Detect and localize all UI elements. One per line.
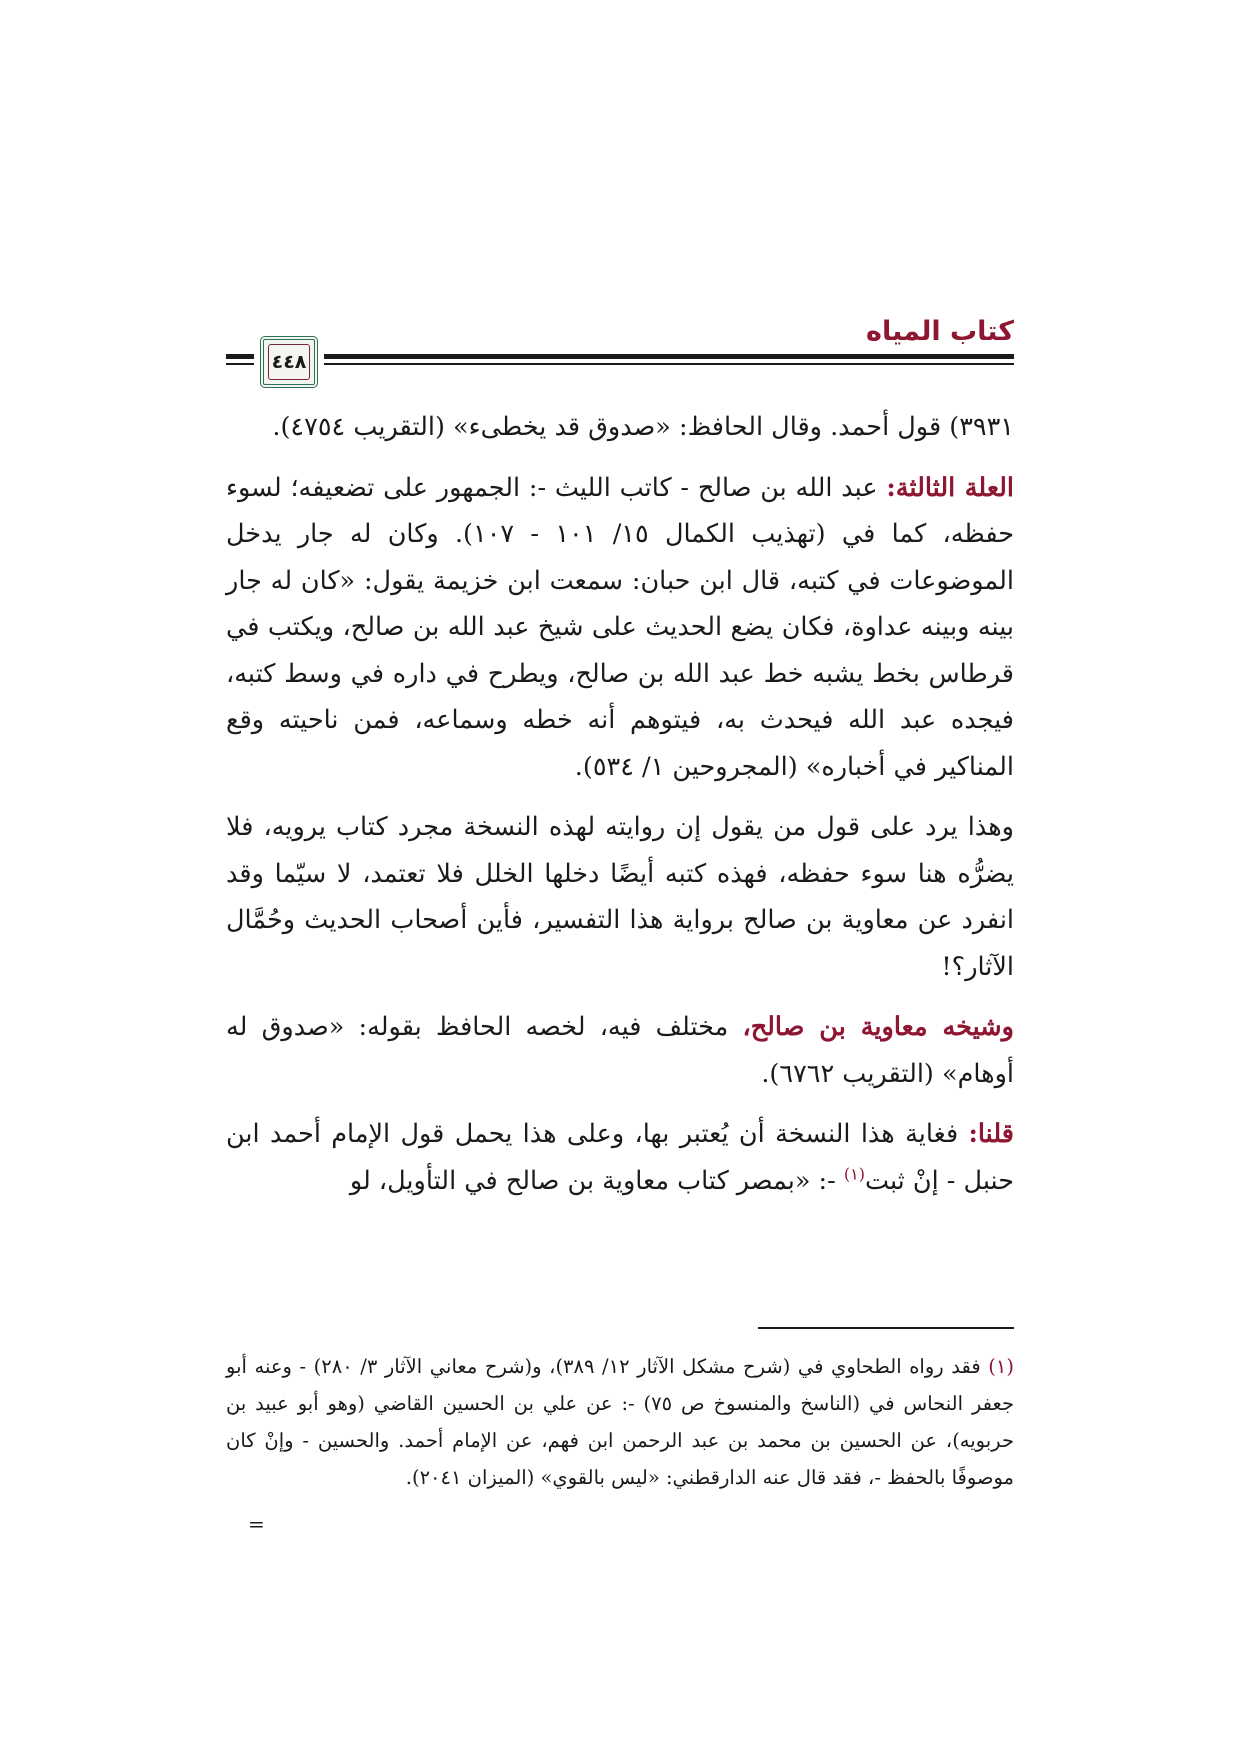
page-number-badge	[260, 336, 318, 388]
paragraph-3: وهذا يرد على قول من يقول إن روايته لهذه النسخة مجرد كتاب يرويه، فلا يضرُّه هنا سوء حفظه، فهذه كتبه أيضًا دخلها الخلل فلا تعتمد، لا سيّما وقد انفرد عن معاوية بن صالح برواية هذا التفسير، فأين أصحاب الحديث وحُمَّال الآثار؟!	[226, 812, 1014, 982]
header-rule-thick	[324, 354, 1014, 359]
paragraph-4-text: مختلف فيه، لخصه الحافظ بقوله: «صدوق له أوهام» (التقريب ٦٧٦٢).	[226, 1012, 1014, 1089]
paragraph-2-lead: العلة الثالثة:	[886, 472, 1015, 503]
footnote-1-number: (١)	[988, 1355, 1014, 1378]
header-rule-thin-left	[226, 363, 254, 365]
book-title: كتاب المياه	[866, 316, 1014, 347]
footnotes	[226, 1348, 1014, 1496]
header-rule-thin	[324, 363, 1014, 365]
footnote-reference[interactable]: (١)	[843, 1164, 865, 1183]
footnote-1-text: فقد رواه الطحاوي في (شرح مشكل الآثار ١٢/ ٣٨٩)، و(شرح معاني الآثار ٣/ ٢٨٠) - وعنه أبو جعفر النحاس في (الناسخ والمنسوخ ص ٧٥) -: عن علي بن الحسين القاضي (وهو أبو عبيد بن حربويه)، عن الحسين بن محمد بن عبد الرحمن ابن فهم، عن الإمام أحمد. والحسين - وإنْ كان موصوفًا بالحفظ -، فقد قال عنه الدارقطني: «ليس بالقوي» (الميزان ٢٠٤١).	[226, 1355, 1014, 1489]
paragraph-5-text-a: فغاية هذا النسخة أن يُعتبر بها، وعلى هذا يحمل قول الإمام أحمد ابن حنبل - إنْ ثبت	[226, 1119, 1014, 1196]
main-text	[226, 404, 1014, 1218]
paragraph-2-text: عبد الله بن صالح - كاتب الليث -: الجمهور على تضعيفه؛ لسوء حفظه، كما في (تهذيب الكمال ١٥/ ١٠١ - ١٠٧). وكان له جار يدخل الموضوعات في كتبه، قال ابن حبان: سمعت ابن خزيمة يقول: «كان له جار بينه وبينه عداوة، فكان يضع الحديث على شيخ عبد الله بن صالح، ويكتب في قرطاس بخط يشبه خط عبد الله بن صالح، ويطرح في داره في وسط كتبه، فيجده عبد الله فيحدث به، فيتوهم أنه خطه وسماعه، فمن ناحيته وقع المناكير في أخباره» (المجروحين ١/ ٥٣٤).	[226, 472, 1015, 782]
paragraph-4	[226, 1004, 1014, 1097]
paragraph-4-lead: وشيخه معاوية بن صالح،	[742, 1012, 1014, 1042]
footnote-1	[226, 1348, 1014, 1496]
header-rule-thick-left	[226, 354, 254, 359]
footnote-separator	[758, 1327, 1014, 1329]
paragraph-5-text-b: -: «بمصر كتاب معاوية بن صالح في التأويل، لو	[349, 1165, 844, 1196]
paragraph-5	[226, 1111, 1014, 1204]
continuation-mark: =	[248, 1512, 265, 1536]
page-number: ٤٤٨	[271, 351, 307, 373]
paragraph-1: ٣٩٣١) قول أحمد. وقال الحافظ: «صدوق قد يخطىء» (التقريب ٤٧٥٤).	[272, 412, 1014, 442]
page-header	[226, 310, 1014, 394]
paragraph-2	[226, 465, 1014, 791]
paragraph-5-lead: قلنا:	[968, 1119, 1014, 1149]
